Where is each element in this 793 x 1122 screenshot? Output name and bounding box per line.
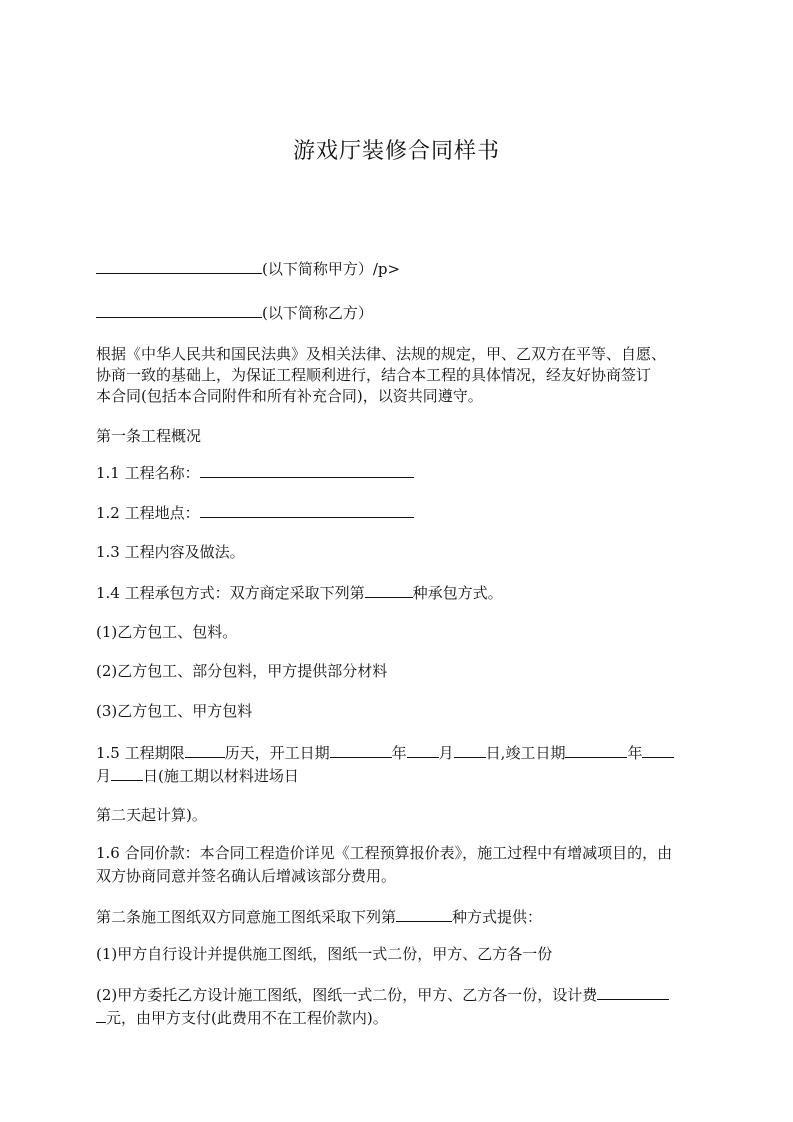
project-name-blank[interactable] [200,460,414,478]
article-2-heading [96,904,708,929]
article-1-heading: 第一条工程概况 [96,427,202,445]
item-1-5-line-1 [96,740,708,765]
item-1-5-label: 1.5 工程期限 [96,744,185,762]
start-day-blank[interactable] [454,740,486,758]
end-day-blank[interactable] [111,763,143,781]
end-month-blank-start[interactable] [642,740,674,758]
month-label: 月 [438,744,454,762]
design-fee-blank-cont[interactable] [96,1005,106,1023]
party-a-line [96,256,708,281]
start-month-blank[interactable] [407,740,439,758]
item-1-1-label: 1.1 工程名称： [96,464,200,482]
article-2-label: 第二条施工图纸双方同意施工图纸采取下列第 [96,908,397,926]
preamble-line-2: 协商一致的基础上，为保证工程顺利进行，结合本工程的具体情况，经友好协商签订 [96,366,652,384]
article-2-suffix: 种方式提供： [452,908,543,926]
item-1-3: 1.3 工程内容及做法。 [96,543,245,561]
item-1-5-line-2 [96,763,708,788]
item-1-5-continuation: 第二天起计算)。 [96,806,207,824]
year-label: 年 [627,744,643,762]
party-a-blank[interactable] [96,256,262,274]
article-2-option-2-line-1 [96,982,708,1007]
item-1-4-label: 1.4 工程承包方式：双方商定采取下列第 [96,584,365,602]
month-label: 月 [96,767,112,785]
article-2-option-2-label: (2)甲方委托乙方设计施工图纸，图纸一式二份，甲方、乙方各一份，设计费 [96,986,598,1004]
end-year-blank[interactable] [565,740,627,758]
design-fee-blank[interactable] [597,982,669,1000]
item-1-6-line-2: 双方协商同意并签名确认后增减该部分费用。 [96,867,397,885]
duration-days-blank[interactable] [185,740,225,758]
item-1-4 [96,580,708,605]
article-2-option-2-line-2 [96,1005,708,1030]
option-3: (3)乙方包工、甲方包料 [96,702,253,720]
party-b-label: (以下简称乙方） [262,304,373,322]
item-1-6-line-1: 1.6 合同价款：本合同工程造价详见《工程预算报价表》，施工过程中有增减项目的，由 [96,844,673,862]
preamble-line-3: 本合同(包括本合同附件和所有补充合同)，以资共同遵守。 [96,387,483,405]
item-1-4-suffix: 种承包方式。 [412,584,503,602]
item-1-1 [96,460,708,485]
item-1-2-label: 1.2 工程地点： [96,504,200,522]
item-1-2 [96,500,708,525]
party-b-line [96,300,708,325]
document-title: 游戏厅装修合同样书 [292,139,500,164]
article-2-option-1: (1)甲方自行设计并提供施工图纸，图纸一式二份，甲方、乙方各一份 [96,945,553,963]
project-location-blank[interactable] [200,500,414,518]
end-date-label: 日,竣工日期 [485,744,566,762]
party-b-blank[interactable] [96,300,262,318]
start-date-label: 历天，开工日期 [224,744,330,762]
article-2-option-2-suffix: 元，由甲方支付(此费用不在工程价款内)。 [106,1009,388,1027]
drawing-mode-blank[interactable] [396,904,452,922]
year-label: 年 [391,744,407,762]
preamble-line-1: 根据《中华人民共和国民法典》及相关法律、法规的规定，甲、乙双方在平等、自愿、 [96,345,667,363]
start-year-blank[interactable] [330,740,392,758]
option-2: (2)乙方包工、部分包料，甲方提供部分材料 [96,662,388,680]
day-label: 日(施工期以材料进场日 [143,767,299,785]
contract-mode-blank[interactable] [365,580,413,598]
party-a-label: (以下简称甲方）/p> [262,260,401,278]
option-1: (1)乙方包工、包料。 [96,623,238,641]
